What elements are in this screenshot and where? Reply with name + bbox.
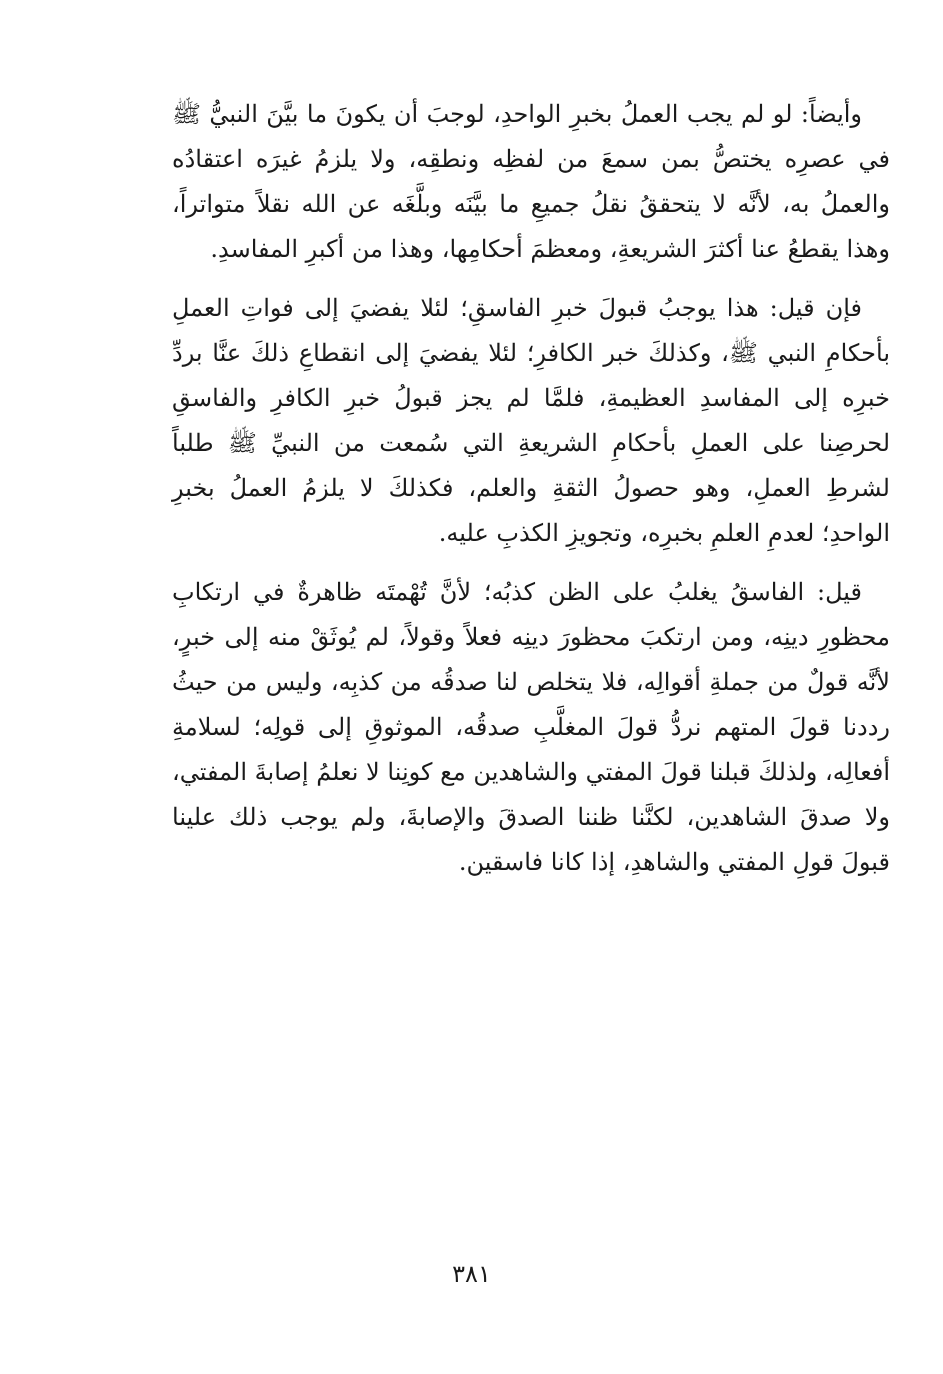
paragraph-3: قيل: الفاسقُ يغلبُ على الظن كذبُه؛ لأنَّ تُهْمتَه ظاهرةٌ في ارتكابِ محظورِ دينِه، ومن ارتكبَ محظورَ دينِه فعلاً وقولاً، لم يُوثَقْ منه إلى خبرٍ، لأنَّه قولٌ من جملةِ أقوالِه، فلا يتخلص لنا صدقُه من كذبِه، وليس من حيثُ رددنا قولَ المتهم نردُّ قولَ المغلَّبِ صدقُه، الموثوقِ إلى قولِه؛ لسلامةِ أفعالِه، ولذلكَ قبلنا قولَ المفتي والشاهدين مع كونِنا لا نعلمُ إصابةَ المفتي، ولا صدقَ الشاهدين، لكنَّنا ظننا الصدقَ والإصابةَ، ولم يوجب ذلك علينا قبولَ قولِ المفتي والشاهدِ، إذا كانا فاسقين. [172, 578, 890, 876]
page-number: ٣٨١ [452, 1260, 491, 1288]
paragraph-1: وأيضاً: لو لم يجب العملُ بخبرِ الواحدِ، لوجبَ أن يكونَ ما بيَّنَ النبيُّ ﷺ في عصرِه يختصُّ بمن سمعَ من لفظِه ونطقِه، ولا يلزمُ غيرَه اعتقادُه والعملُ به، لأنَّه لا يتحققُ نقلُ جميعِ ما بيَّنَه وبلَّغَه عن الله نقلاً متواتراً، وهذا يقطعُ عنا أكثرَ الشريعةِ، ومعظمَ أحكامِها، وهذا من أكبرِ المفاسدِ. [172, 100, 890, 263]
document-page [172, 92, 890, 885]
paragraph-2: فإن قيل: هذا يوجبُ قبولَ خبرِ الفاسقِ؛ لئلا يفضيَ إلى فواتِ العملِ بأحكامِ النبي ﷺ، وكذلكَ خبر الكافرِ؛ لئلا يفضيَ إلى انقطاعِ ذلكَ عنَّا بردِّ خبرِه إلى المفاسدِ العظيمةِ، فلمَّا لم يجز قبولُ خبرِ الكافرِ والفاسقِ لحرصِنا على العملِ بأحكامِ الشريعةِ التي سُمعت من النبيِّ ﷺ طلباً لشرطِ العملِ، وهو حصولُ الثقةِ والعلم، فكذلكَ لا يلزمُ العملُ بخبرِ الواحدِ؛ لعدمِ العلمِ بخبرِه، وتجويزِ الكذبِ عليه. [172, 294, 891, 547]
